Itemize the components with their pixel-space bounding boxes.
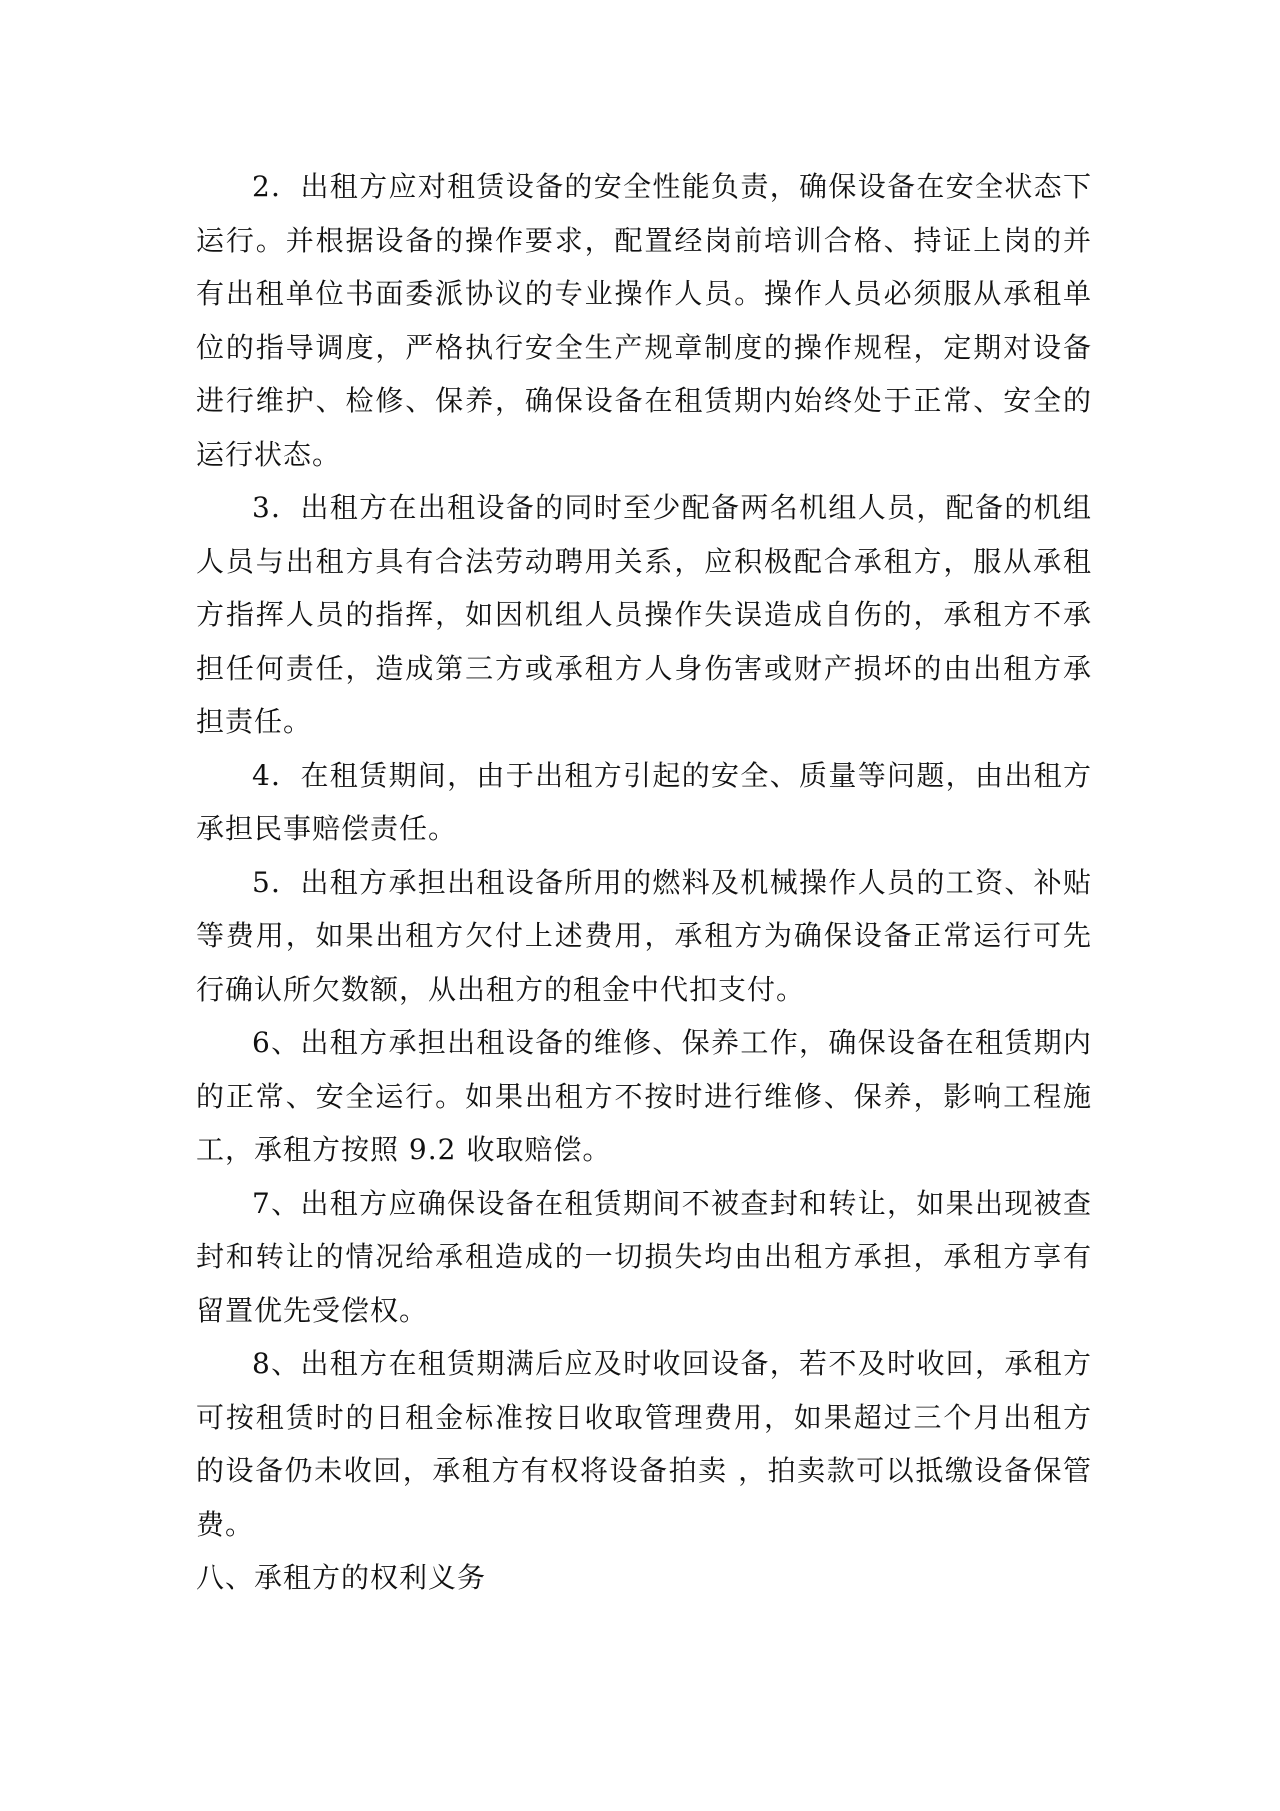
clause-2-paragraph: 2．出租方应对租赁设备的安全性能负责，确保设备在安全状态下运行。并根据设备的操作要求，配置经岗前培训合格、持证上岗的并有出租单位书面委派协议的专业操作人员。操作人员必须服从承租单位的指导调度，严格执行安全生产规章制度的操作规程，定期对设备进行维护、检修、保养，确保设备在租赁期内始终处于正常、安全的运行状态。 — [196, 170, 1092, 471]
clause-8-paragraph: 8、出租方在租赁期满后应及时收回设备，若不及时收回，承租方可按租赁时的日租金标准按日收取管理费用，如果超过三个月出租方的设备仍未收回，承租方有权将设备拍卖 ，拍卖款可以抵缴设备保管费。 — [196, 1347, 1092, 1541]
clause-7-paragraph: 7、出租方应确保设备在租赁期间不被查封和转让，如果出现被查封和转让的情况给承租造成的一切损失均由出租方承担，承租方享有留置优先受偿权。 — [196, 1186, 1092, 1327]
clause-4-paragraph: 4．在租赁期间，由于出租方引起的安全、质量等问题，由出租方承担民事赔偿责任。 — [196, 758, 1092, 845]
document-page — [196, 160, 1092, 1605]
section-heading: 八、承租方的权利义务 — [196, 1561, 487, 1594]
clause-5-paragraph: 5．出租方承担出租设备所用的燃料及机械操作人员的工资、补贴等费用，如果出租方欠付上述费用，承租方为确保设备正常运行可先行确认所欠数额，从出租方的租金中代扣支付。 — [196, 865, 1092, 1006]
clause-3-paragraph: 3．出租方在出租设备的同时至少配备两名机组人员，配备的机组人员与出租方具有合法劳动聘用关系，应积极配合承租方，服从承租方指挥人员的指挥，如因机组人员操作失误造成自伤的，承租方不承担任何责任，造成第三方或承租方人身伤害或财产损坏的由出租方承担责任。 — [196, 491, 1092, 738]
clause-6-paragraph: 6、出租方承担出租设备的维修、保养工作，确保设备在租赁期内的正常、安全运行。如果出租方不按时进行维修、保养，影响工程施工，承租方按照 9.2 收取赔偿。 — [196, 1026, 1092, 1166]
